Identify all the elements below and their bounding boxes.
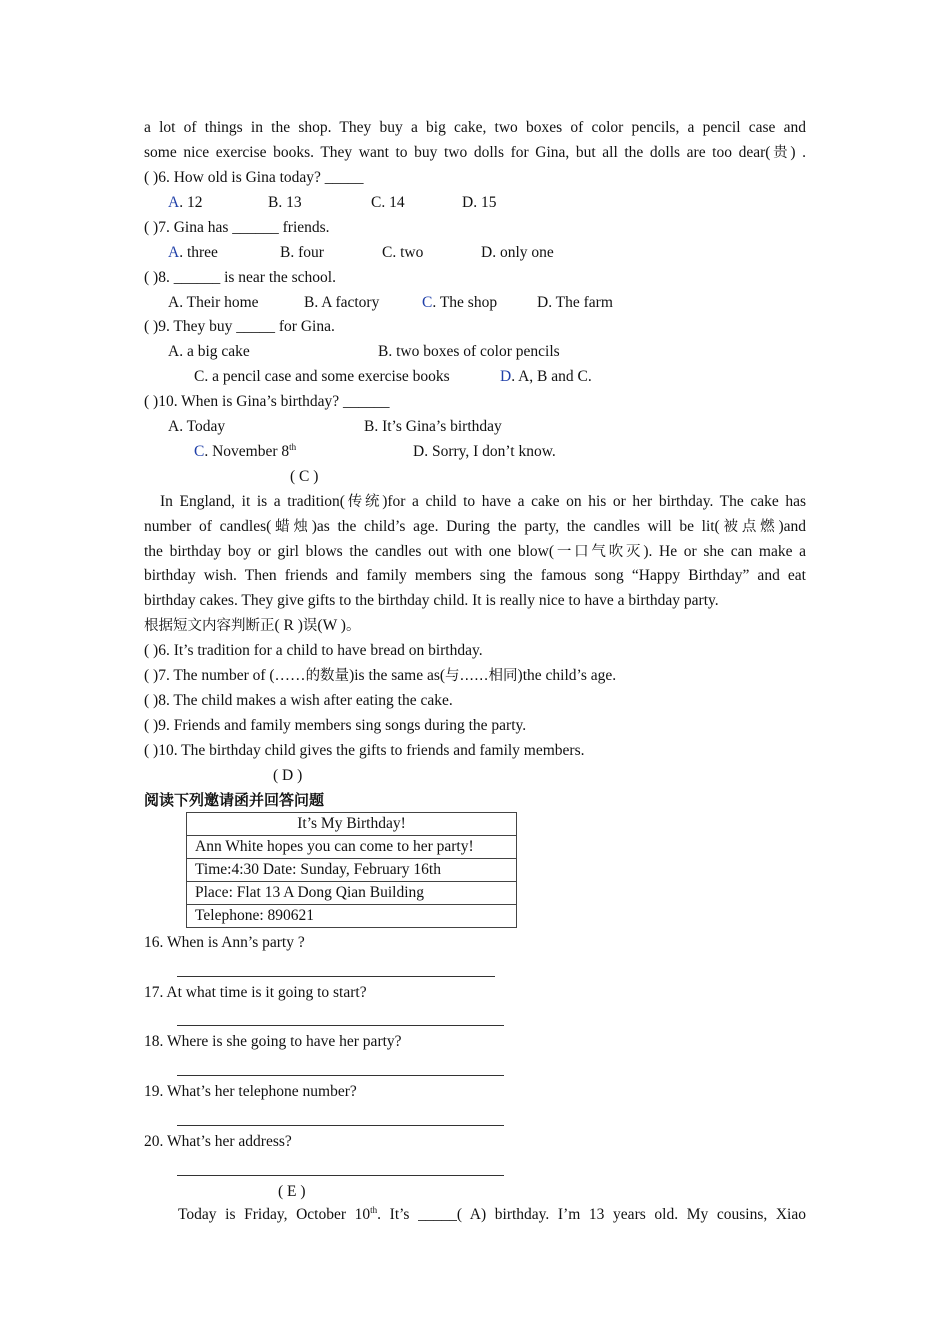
question-9: ( )9. They buy _____ for Gina.	[144, 318, 335, 335]
passage-line: some nice exercise books. They want to buy two dolls for Gina, but all the dolls are too dear(贵) .	[144, 144, 806, 161]
invitation-line: Telephone: 890621	[187, 905, 517, 928]
tf-question: ( )10. The birthday child gives the gifts to friends and family members.	[144, 742, 585, 759]
question-10: ( )10. When is Gina’s birthday? ______	[144, 393, 390, 410]
question-6: ( )6. How old is Gina today? _____	[144, 169, 364, 186]
option-b[interactable]: B. 13	[268, 194, 302, 211]
section-label: ( E )	[278, 1183, 306, 1200]
option-d[interactable]: D. only one	[481, 244, 554, 261]
passage-line: birthday cakes. They give gifts to the birthday child. It is really nice to have a birthday party.	[144, 592, 719, 609]
option-d[interactable]: D. 15	[462, 194, 497, 211]
passage-line: In England, it is a tradition(传统)for a child to have a cake on his or her birthday. The cake has	[160, 493, 807, 510]
option-b[interactable]: B. It’s Gina’s birthday	[364, 418, 502, 435]
section-label: ( D )	[273, 767, 303, 784]
option-c[interactable]: C. 14	[371, 194, 405, 211]
passage-line: a lot of things in the shop. They buy a big cake, two boxes of color pencils, a pencil case and	[144, 119, 806, 136]
invitation-line: Time:4:30 Date: Sunday, February 16th	[187, 859, 517, 882]
option-d[interactable]: D. Sorry, I don’t know.	[413, 443, 556, 460]
answer-blank[interactable]	[177, 975, 495, 977]
passage-line: the birthday boy or girl blows the candles out with one blow(一口气吹灭). He or she can make a	[144, 543, 807, 560]
option-c[interactable]: C. November 8th	[194, 441, 297, 460]
option-b[interactable]: B. four	[280, 244, 324, 261]
passage-line: Today is Friday, October 10th. It’s _____( A) birthday. I’m 13 years old. My cousins, Xiao	[178, 1204, 806, 1223]
option-a[interactable]: A. Their home	[168, 294, 259, 311]
invitation-card	[186, 812, 517, 928]
tf-question: ( )8. The child makes a wish after eating the cake.	[144, 692, 453, 709]
option-d[interactable]: D. The farm	[537, 294, 613, 311]
question-7: ( )7. Gina has ______ friends.	[144, 219, 330, 236]
answer-blank[interactable]	[177, 1174, 504, 1176]
question-20: 20. What’s her address?	[144, 1133, 292, 1150]
option-d[interactable]: D. A, B and C.	[500, 368, 592, 385]
tf-question: ( )9. Friends and family members sing songs during the party.	[144, 717, 527, 734]
option-a[interactable]: A. three	[168, 244, 218, 261]
answer-blank[interactable]	[177, 1124, 504, 1126]
question-19: 19. What’s her telephone number?	[144, 1083, 357, 1100]
instruction: 根据短文内容判断正( R )误(W )。	[144, 617, 361, 634]
answer-blank[interactable]	[177, 1074, 504, 1076]
option-a[interactable]: A. a big cake	[168, 343, 250, 360]
option-a[interactable]: A. Today	[168, 418, 226, 435]
tf-question: ( )7. The number of (……的数量)is the same as(与……相同)the child’s age.	[144, 667, 617, 684]
option-c[interactable]: C. a pencil case and some exercise books	[194, 368, 450, 385]
option-c[interactable]: C. two	[382, 244, 424, 261]
passage-line: birthday wish. Then friends and family members sing the famous song “Happy Birthday” and eat	[144, 567, 806, 584]
option-c[interactable]: C. The shop	[422, 294, 498, 311]
invitation-line: Place: Flat 13 A Dong Qian Building	[187, 882, 517, 905]
question-18: 18. Where is she going to have her party?	[144, 1033, 402, 1050]
option-b[interactable]: B. two boxes of color pencils	[378, 343, 560, 360]
passage-line: number of candles(蜡烛)as the child’s age. During the party, the candles will be lit(被点燃)and	[144, 518, 806, 535]
question-8: ( )8. ______ is near the school.	[144, 269, 336, 286]
option-a[interactable]: A. 12	[168, 194, 203, 211]
answer-blank[interactable]	[177, 1024, 504, 1026]
question-17: 17. At what time is it going to start?	[144, 984, 367, 1001]
tf-question: ( )6. It’s tradition for a child to have bread on birthday.	[144, 642, 483, 659]
invitation-title: It’s My Birthday!	[187, 813, 517, 836]
question-16: 16. When is Ann’s party ?	[144, 934, 305, 951]
section-label: ( C )	[290, 468, 319, 485]
instruction: 阅读下列邀请函并回答问题	[144, 791, 325, 809]
option-b[interactable]: B. A factory	[304, 294, 380, 311]
invitation-line: Ann White hopes you can come to her party!	[187, 836, 517, 859]
